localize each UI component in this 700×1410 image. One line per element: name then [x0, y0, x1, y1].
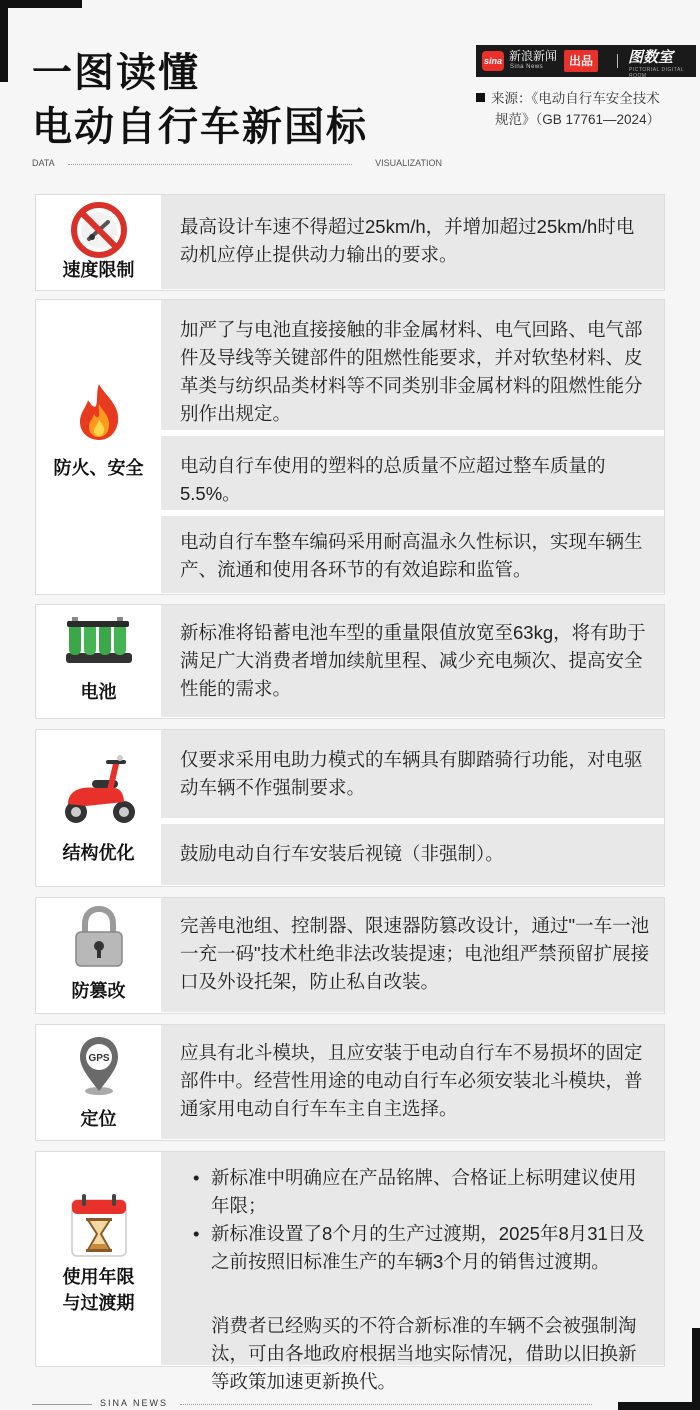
dotted-divider — [68, 164, 352, 165]
item-text: 电动自行车使用的塑料的总质量不应超过整车质量的5.5%。 — [180, 455, 606, 504]
item-text: 电动自行车整车编码采用耐高温永久性标识，实现车辆生产、流通和使用各环节的有效追踪和监管。 — [180, 531, 643, 580]
bullet-item: • 新标准中明确应在产品铭牌、合格证上标明建议使用年限； — [191, 1164, 652, 1220]
brand-banner — [476, 45, 696, 77]
section-fire-safety — [35, 299, 665, 595]
battery-icon — [64, 617, 134, 675]
text-cell — [161, 300, 664, 430]
gps-label: GPS — [88, 1053, 110, 1064]
category-cell — [36, 898, 161, 1013]
category-label-line-1: 使用年限 — [62, 1267, 135, 1287]
data-label: DATA — [32, 158, 55, 168]
sina-logo-icon: sina — [482, 51, 504, 71]
category-cell — [36, 730, 161, 886]
section-speed-limit — [35, 194, 665, 291]
brand-name: 新浪新闻 — [509, 49, 558, 63]
title-line-2: 电动自行车新国标 — [32, 105, 368, 149]
item-text: 完善电池组、控制器、限速器防篡改设计，通过"一车一池一充一码"技术杜绝非法改装提速；电池组严禁预留扩展接口及外设托架，防止私自改装。 — [180, 915, 650, 992]
text-cell — [161, 1025, 664, 1139]
source-note — [476, 88, 696, 130]
item-text: 加严了与电池直接接触的非金属材料、电气回路、电气部件及导线等关键部件的阻燃性能要求，并对软垫材料、皮革类与纺织品类材料等不同类别非金属材料的阻燃性能分别作出规定。 — [180, 319, 643, 424]
text-cell — [161, 436, 664, 510]
scooter-icon — [62, 754, 138, 830]
bullet-list — [191, 1164, 652, 1276]
category-label: 定位 — [80, 1109, 117, 1129]
category-cell — [36, 1025, 161, 1140]
bullet-item: • 新标准设置了8个月的生产过渡期，2025年8月31日及之前按照旧标准生产的车辆3个月的销售过渡期。 — [191, 1220, 652, 1276]
text-cell — [161, 605, 664, 717]
item-text: 应具有北斗模块，且应安装于电动自行车不易损坏的固定部件中。经营性用途的电动自行车必须安装北斗模块，普通家用电动自行车车主自主选择。 — [180, 1042, 643, 1119]
padlock-icon — [70, 906, 128, 964]
brand-divider — [617, 54, 618, 68]
footer-line — [32, 1404, 92, 1405]
item-text: 鼓励电动自行车安装后视镜（非强制）。 — [180, 843, 504, 864]
text-cell — [161, 824, 664, 885]
title-line-1: 一图读懂 — [32, 51, 200, 95]
section-battery — [35, 604, 665, 719]
item-text: 最高设计车速不得超过25km/h，并增加超过25km/h时电动机应停止提供动力输出的要求。 — [180, 216, 635, 265]
section-structure — [35, 729, 665, 887]
category-cell — [36, 300, 161, 594]
item-text: 新标准将铅蓄电池车型的重量限值放宽至63kg，将有助于满足广大消费者增加续航里程、减少充电频次、提高安全性能的需求。 — [180, 622, 646, 699]
category-label-line-2: 与过渡期 — [62, 1293, 135, 1313]
partner-sub: PICTORIAL DIGITAL ROOM — [629, 67, 684, 79]
source-line-1: 来源：《电动自行车安全技术 — [491, 91, 660, 106]
section-anti-tamper — [35, 897, 665, 1014]
source-line-2: 规范》（GB 17761—2024） — [495, 112, 661, 127]
bullet-block — [191, 1164, 652, 1276]
footnote: 消费者已经购买的不符合新标准的车辆不会被强制淘汰，可由各地政府根据当地实际情况，借助以旧换新等政策加速更新换代。 — [211, 1315, 637, 1392]
item-text: 仅要求采用电助力模式的车辆具有脚踏骑行功能，对电驱动车辆不作强制要求。 — [180, 749, 643, 798]
fire-icon — [70, 382, 128, 440]
visualization-label: VISUALIZATION — [375, 158, 442, 168]
category-label: 电池 — [80, 682, 117, 702]
text-cell — [161, 516, 664, 593]
calendar-hourglass-icon — [68, 1192, 130, 1258]
category-label: 结构优化 — [62, 843, 135, 863]
speed-limit-icon — [70, 201, 128, 259]
text-cell — [161, 898, 664, 1012]
section-positioning — [35, 1024, 665, 1141]
category-cell — [36, 605, 161, 718]
footer-label: SINA NEWS — [100, 1398, 169, 1408]
brand-tag: 出品 — [564, 50, 598, 72]
text-cell — [161, 1152, 664, 1392]
text-cell — [161, 195, 664, 289]
category-cell — [36, 1152, 161, 1366]
category-label: 防篡改 — [71, 981, 126, 1001]
partner-logo: 图数室 — [628, 49, 674, 66]
brand-sub: Sina News — [510, 64, 544, 70]
page-title — [32, 46, 368, 154]
gps-pin-icon — [70, 1033, 128, 1091]
square-bullet-icon — [476, 93, 485, 102]
category-cell — [36, 195, 161, 290]
data-visualization-rule — [32, 158, 442, 172]
footer — [32, 1398, 592, 1410]
category-label: 防火、安全 — [53, 458, 144, 478]
footer-dotted-line — [180, 1404, 592, 1405]
category-label: 速度限制 — [62, 260, 135, 280]
section-service-life — [35, 1151, 665, 1392]
text-cell — [161, 730, 664, 818]
